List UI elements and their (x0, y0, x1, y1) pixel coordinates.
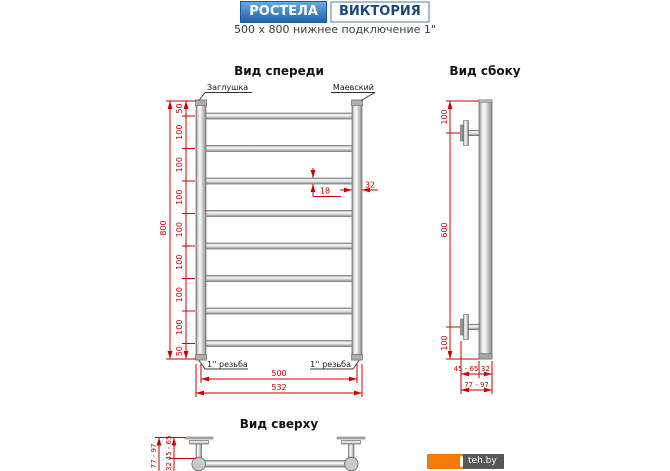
side-tube (479, 100, 492, 359)
dim-side-middle: 600 (440, 222, 449, 238)
rail-bar (202, 243, 356, 249)
rail-bar (202, 211, 356, 217)
rail-bar (202, 113, 356, 119)
top-view-title: Вид сверху (239, 417, 319, 431)
tube-right (352, 100, 362, 360)
tube-cap (196, 355, 207, 361)
tube-left (196, 100, 206, 360)
mayevsky-valve-label: Маевский (332, 83, 374, 92)
dim-width-outer: 532 (271, 383, 287, 392)
side-height-dimensions (440, 101, 479, 359)
rail-bar (202, 341, 356, 347)
tube-cap (196, 100, 207, 106)
dim-segment: 50 (175, 103, 184, 114)
dim-segment: 100 (175, 287, 184, 303)
dim-wall-total: 77 - 97 (464, 381, 489, 389)
rail-bar (202, 178, 356, 184)
dim-tube-diameter: 32 (364, 180, 376, 190)
dim-bar-diameter: 18 (319, 186, 331, 196)
thread-left-label: 1'' резьба (207, 360, 248, 369)
dim-side-tube: 32 (481, 365, 490, 373)
rail-bar (202, 146, 356, 152)
dim-segment: 100 (175, 254, 184, 270)
dim-segment: 100 (175, 157, 184, 173)
dim-top-depth-total: 77 - 97 (150, 443, 158, 469)
top-view-drawing (150, 436, 365, 471)
brand-rostela-badge: РОСТЕЛА (240, 1, 327, 23)
dim-side-bottom: 100 (440, 335, 449, 351)
front-view-drawing (159, 83, 378, 397)
tube-cap (352, 355, 363, 361)
side-tube-top (479, 100, 492, 103)
side-bracket-top (461, 121, 480, 146)
side-view-drawing (440, 100, 492, 394)
dim-segment: 100 (175, 319, 184, 335)
teh-by-watermark[interactable] (427, 454, 504, 469)
front-callouts (199, 83, 375, 369)
plug-label: Заглушка (207, 83, 249, 92)
tube-cap (352, 100, 363, 106)
front-view-title: Вид спереди (234, 64, 324, 78)
dim-overall-height: 800 (159, 220, 168, 236)
dim-top-bar: 32 (165, 462, 173, 471)
model-viktoria-badge: ВИКТОРИЯ (330, 1, 430, 23)
rail-bar (202, 308, 356, 314)
dim-segment: 100 (175, 189, 184, 205)
dim-segment: 100 (175, 222, 184, 238)
top-bar (198, 461, 352, 468)
dim-segment: 100 (175, 124, 184, 140)
front-tubes (196, 100, 363, 360)
rail-bar (202, 276, 356, 282)
teh-by-label: teh.by (463, 454, 504, 469)
dim-side-top: 100 (440, 109, 449, 125)
product-subtitle: 500 x 800 нижнее подключение 1" (234, 23, 436, 36)
side-view-title: Вид сбоку (449, 64, 521, 78)
thread-right-label: 1'' резьба (310, 360, 351, 369)
top-depth-dimensions (150, 436, 196, 471)
teh-by-logo-icon (427, 454, 463, 469)
dim-wall-to-tube: 45 - 65 (453, 365, 479, 373)
dim-segment: 50 (175, 346, 184, 357)
side-tube-cap (479, 354, 492, 360)
dim-top-depth-gap: 45 - 65 (165, 435, 173, 461)
dim-width-centers: 500 (271, 369, 287, 378)
side-bracket-bottom (461, 315, 480, 340)
front-rail-bars (202, 113, 356, 347)
front-height-dimensions (159, 101, 196, 359)
